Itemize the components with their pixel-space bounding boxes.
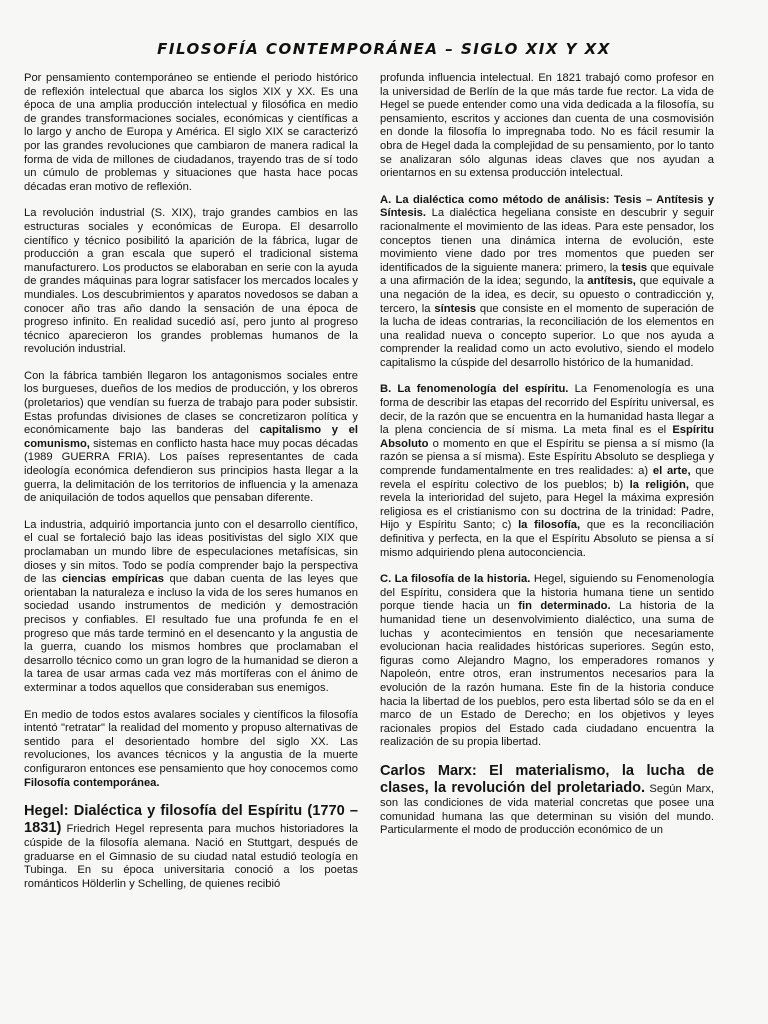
science-paragraph: La industria, adquirió importancia junto con el desarrollo científico, el cual se fortaleció bajo las ideas positivistas del siglo XIX que proclamaban un mundo libre de especulaciones metafísicas, sin dioses y sin mitos. Todo se podía comprender bajo la perspectiva de las ciencias empíricas que daban cuenta de las leyes que orientaban la naturaleza e incluso la vida de los seres humanos en sociedad usando instrumentos de medición y demostración precisos y confiables. El resultado fue una profunda fe en el progreso que más tarde terminó en el desencanto y la angustia de la guerra, cuando los mismos hombres que proclamaban el desarrollo técnico como un gran logro de la humanidad se dieron a la tarea de usar armas cada vez más mortíferas con el ánimo de exterminar a todos aquellos que consideraban sus enemigos. [24,518,358,694]
page-title: FILOSOFÍA CONTEMPORÁNEA – SIGLO XIX Y XX [157,40,611,58]
two-column-body [24,72,744,904]
antitesis-term: antítesis, [587,275,636,288]
industrial-revolution-paragraph: La revolución industrial (S. XIX), trajo grandes cambios en las estructuras sociales y económicas de Europa. El desarrollo científico y técnico posibilitó la aparición de la fábrica, lugar de producción a gran escala que superó el tradicional sistema manufacturero. Los productos se elaboraban en serie con la ayuda de grandes máquinas para lograr satisfacer los mercados locales y mundiales. Los descubrimientos y aparatos novedosos se daban a conocer año tras año dando la sensación de una época de progreso infinito. En realidad sucedió así, pero junto al progreso técnico aparecieron los grandes problemas humanos de la revolución industrial. [24,207,358,356]
left-column [24,72,358,904]
social-antagonism-paragraph: Con la fábrica también llegaron los antagonismos sociales entre los burgueses, dueños de los medios de producción, y los obreros (proletarios) que vendían su fuerza de trabajo para poder subsistir. Estas profundas divisiones de clases se concretizaron política y económicamente bajo las banderas del capitalismo y el comunismo, sistemas en conflicto hasta hace muy pocas décadas (1989 GUERRA FRIA). Los países representantes de cada ideología económica defendieron sus principios hasta llegar a la guerra, la delimitación de los territorios de influencia y la amenaza de aniquilación de todos aquellos que pensaban diferente. [24,369,358,505]
absolute-spirit-term: Espíritu Absoluto [380,424,714,450]
phenomenology-section: B. La fenomenología del espíritu. La Fenomenología es una forma de describir las etapas del recorrido del Espíritu universal, es decir, de la razón que se encuentra en la humanidad hasta llegar a la plena conciencia de sí misma. La meta final es el Espíritu Absoluto o momento en que el Espíritu se piensa a sí mismo (la razón se piensa a sí misma). Este Espíritu Absoluto se despliega y comprende fundamentalmente en tres realidades: a) el arte, que revela el espíritu colectivo de los pueblos; b) la religión, que revela la interioridad del sujeto, para Hegel la máxima expresión religiosa es el cristianismo con su doctrina de la trinidad: Padre, Hijo y Espíritu Santo; c) la filosofía, que es la reconciliación definitiva y perfecta, en la que el Espíritu Absoluto se piensa a sí mismo adquiriendo plena autoconciencia. [380,383,715,559]
philosophy-paragraph: En medio de todos estos avalares sociales y científicos la filosofía intentó "retratar" la realidad del momento y propuso alternativas de sentido para el desorientado hombre del siglo XX. Las revoluciones, los avances técnicos y la angustia de la muerte configuraron entonces ese pensamiento que hoy conocemos como Filosofía contemporánea. [24,708,358,789]
marx-heading: Carlos Marx: El materialismo, la lucha de clases, la revolución del proletariado. [380,762,714,796]
philosophy-term: la filosofía, [518,519,581,532]
art-term: el arte, [652,465,691,478]
hegel-continued-paragraph: profunda influencia intelectual. En 1821 trabajó como profesor en la universidad de Berlín de la que más tarde fue rector. La vida de Hegel se puede entender como una vida dedicada a la filosofía, su pensamiento, escritos y acciones dan cuenta de una cosmovisión en donde la filosofía lo impregnaba todo. No es fácil resumir la obra de Hegel dada la complejidad de su pensamiento, por lo tanto se analizaran sólo algunas ideas claves que nos ayudan a orientarnos en su extensa producción intelectual. [380,72,714,180]
right-column [380,72,714,904]
determined-end-term: fin determinado. [518,600,611,613]
phenomenology-heading: B. La fenomenología del espíritu. [380,383,569,396]
hegel-heading: Hegel: Dialéctica y filosofía del Espíritu (1770 – 1831) [24,803,358,837]
hegel-section: Hegel: Dialéctica y filosofía del Espíritu (1770 – 1831) Friedrich Hegel representa para muchos historiadores la cúspide de la filosofía alemana. Nació en Stuttgart, después de graduarse en el Gimnasio de su ciudad natal estudió teología en Tubinga. En su época universitaria conoció a los poetas románticos Hölderlin y Schelling, de quienes recibió [24,803,358,890]
tesis-term: tesis [621,261,648,274]
sintesis-term: síntesis [434,302,477,315]
empirical-sciences-term: ciencias empíricas [61,573,164,586]
contemporary-philosophy-term: Filosofía contemporánea. [24,776,160,789]
marx-section: Carlos Marx: El materialismo, la lucha de clases, la revolución del proletariado. Según Marx, son las condiciones de vida material concretas que posee una comunidad humana las que determinan su visión del mundo. Particularmente el modo de producción económico de un [380,762,714,837]
capitalism-communism-term: capitalismo y el comunismo, [24,424,358,450]
history-heading: C. La filosofía de la historia. [380,573,531,586]
dialectic-section: A. La dialéctica como método de análisis: Tesis – Antítesis y Síntesis. La dialéctica hegeliana consiste en descubrir y seguir racionalmente el movimiento de las ideas. Para este pensador, los conceptos tienen una dinámica interna de evolución, este movimiento viene dado por tres momentos que pueden ser identificados de la siguiente manera: primero, la tesis que equivale a una afirmación de la idea; segundo, la antítesis, que equivale a una negación de la idea, es decir, su opuesto o contradicción y, tercero, la síntesis que consiste en el momento de superación de la lucha de ideas contrarias, la reconciliación de los elementos en una realidad nueva o concepto superior. Lo que nos ayuda a comprender la realidad como un acto evolutivo, siendo el modelo capitalismo la cúspide del desarrollo histórico de la humanidad. [380,193,715,369]
dialectic-heading: A. La dialéctica como método de análisis: Tesis – Antítesis y Síntesis. [380,193,714,220]
religion-term: la religión, [629,478,689,491]
intro-paragraph: Por pensamiento contemporáneo se entiende el periodo histórico de reflexión intelectual que abarca los siglos XIX y XX. Es una época de una amplia producción intelectual y filosófica en medio de grandes transformaciones sociales, económicas y científicas a lo largo y ancho de Europa y América. El siglo XIX se caracterizó por las grandes revoluciones que cambiaron de manera radical la forma de vida de millones de ciudadanos, trayendo tras de sí todo un cúmulo de problemas y situaciones que hasta hace pocas décadas eran motivo de reflexión. [24,72,358,193]
history-section: C. La filosofía de la historia. Hegel, siguiendo su Fenomenología del Espíritu, considera que la historia humana tiene un sentido porque tiende hacia un fin determinado. La historia de la humanidad tiene un desenvolvimiento dialéctico, una suma de luchas y acontecimientos en tensión que necesariamente evolucionan hacia realidades históricas superiores. Según esto, figuras como Alejandro Magno, los emperadores romanos y Napoleón, entre otros, eran instrumentos necesarios para la evolución de la razón humana. Este fin de la historia conduce hacia la libertad de los pueblos, pero esta libertad sólo se da en el marco de un Estado de Derecho; en los objetivos y leyes racionales propios del Estado cada ciudadano encuentra la realización de su propia libertad. [380,573,715,749]
